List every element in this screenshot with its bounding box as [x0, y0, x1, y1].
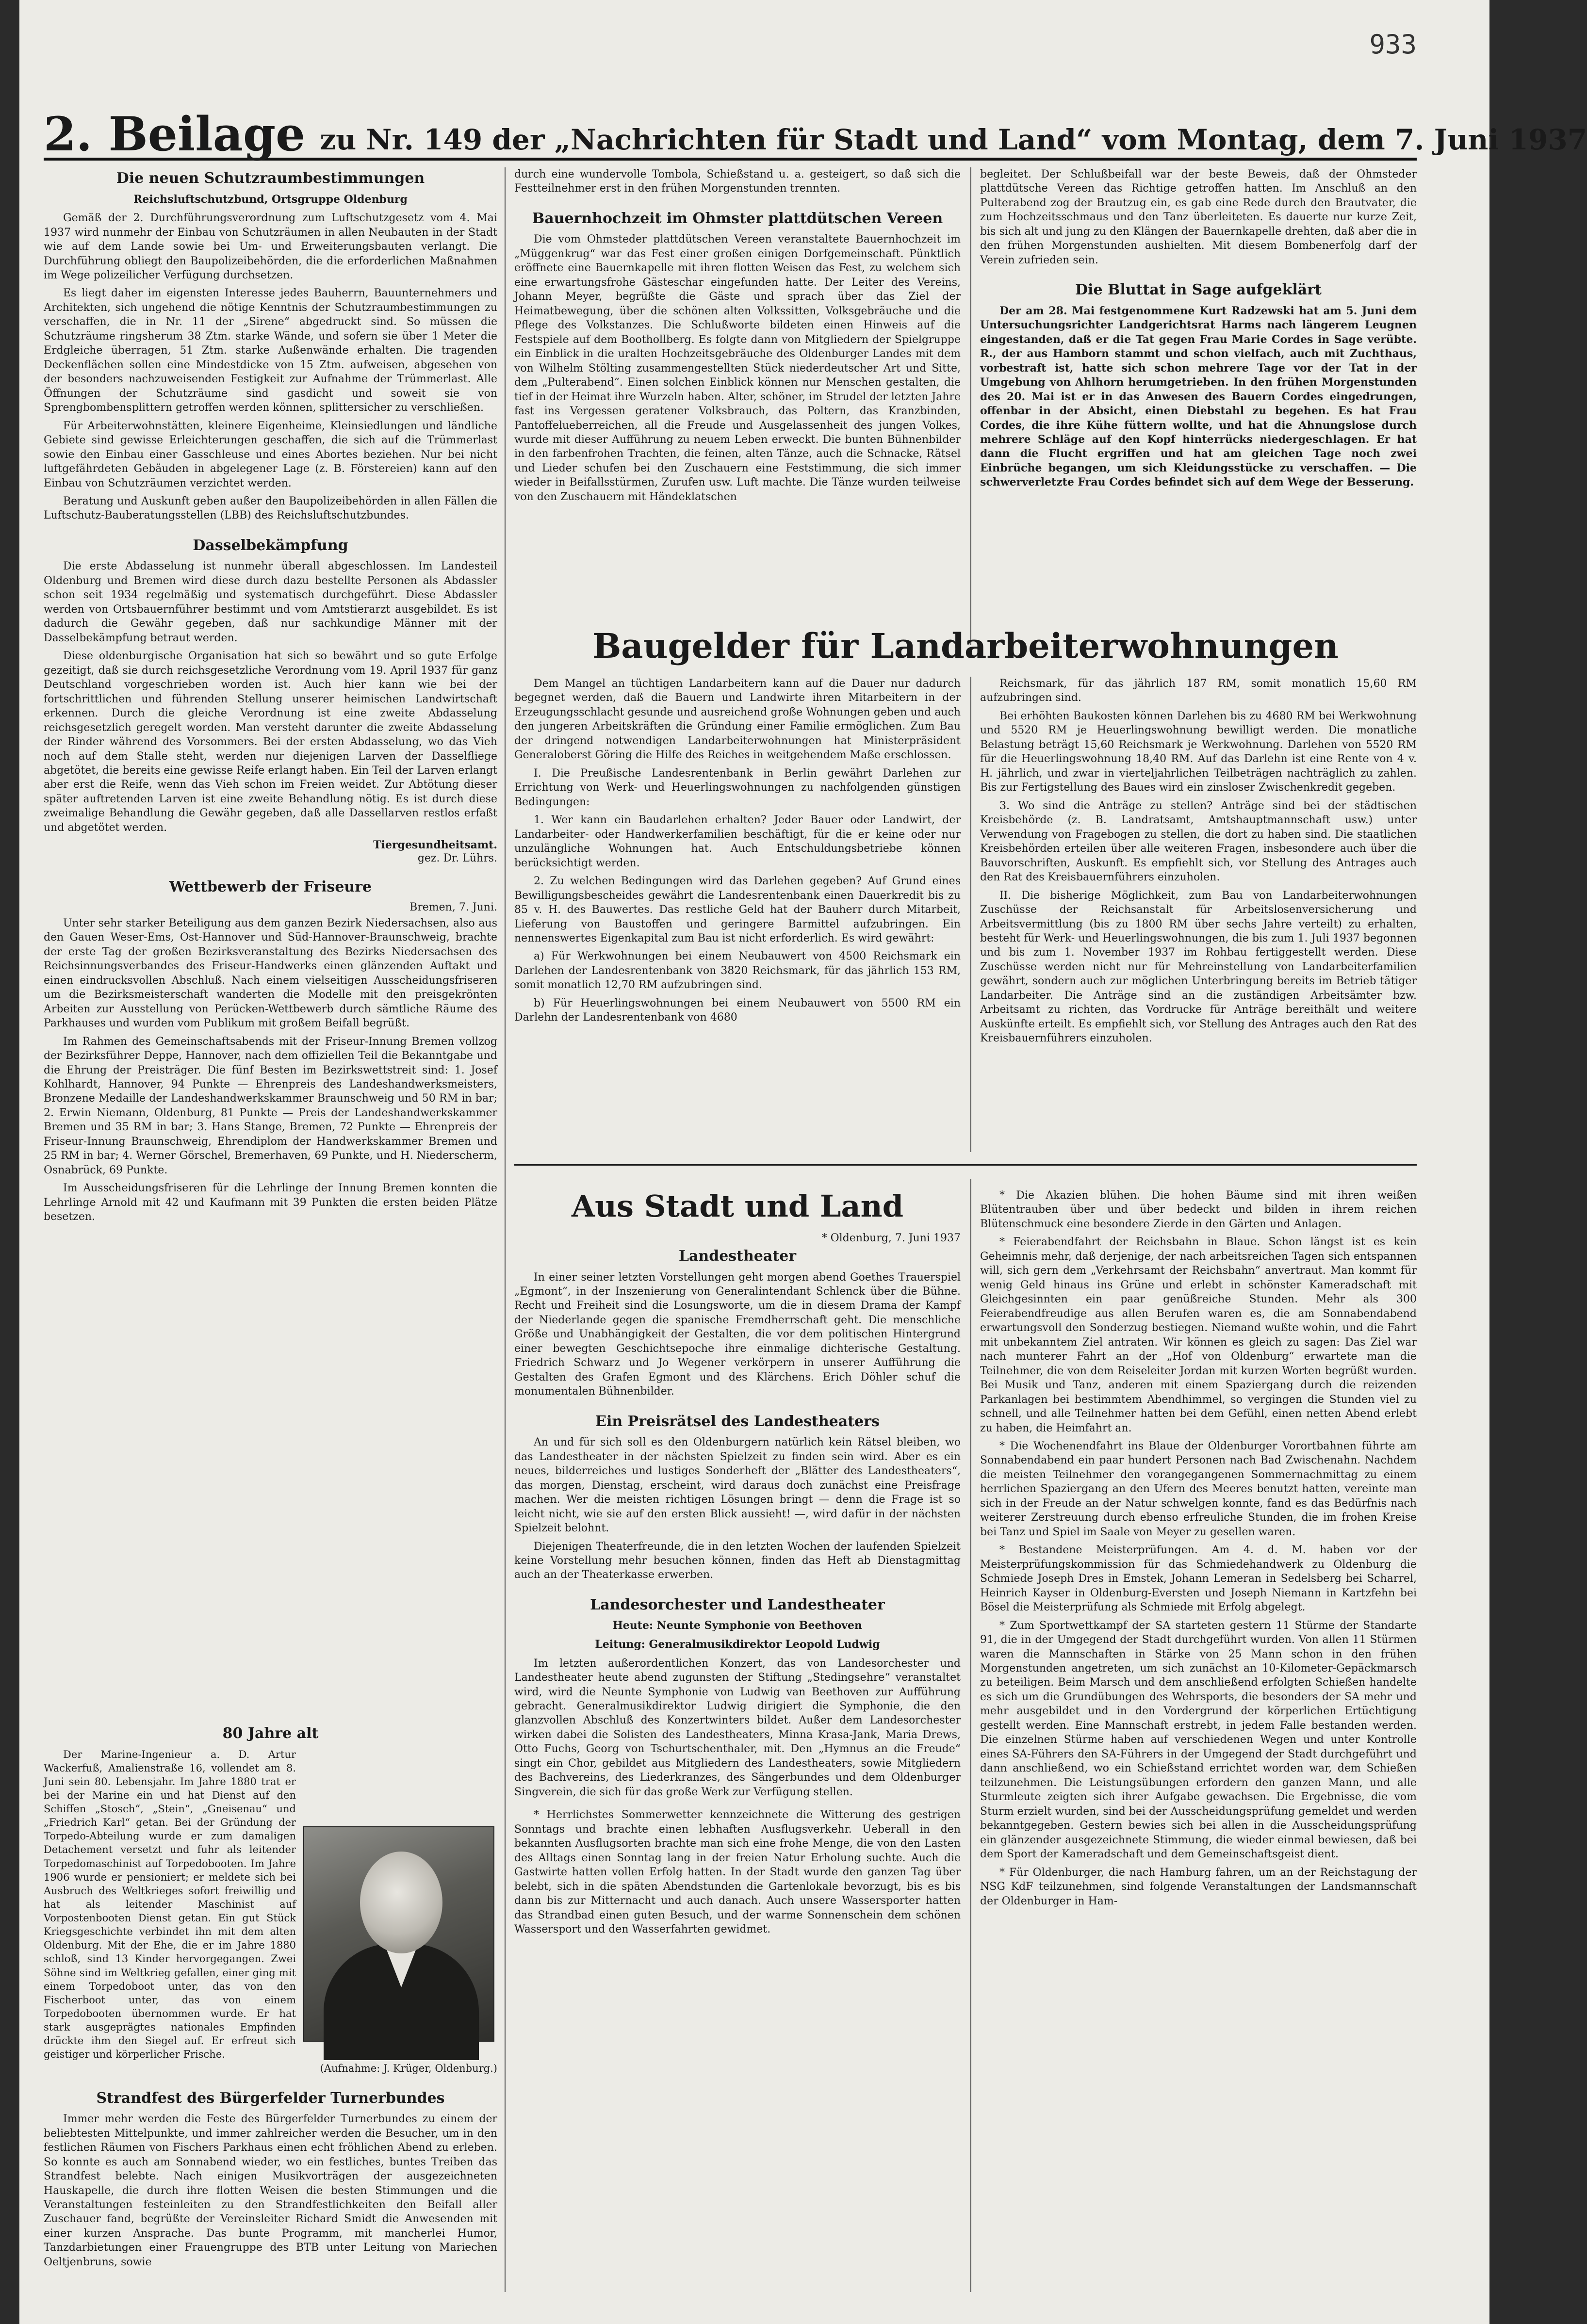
local-news-para: * Die Wochenendfahrt ins Blaue der Oldenburger Vorortbahnen führte am Sonnabendabend ein paar hundert Personen nach Bad Zwischenahn. Nachdem die meisten Teilnehmer den vorangegangenen Sommernachmittag zu einem herrlichen Spaziergang an den Ufern des Meeres benutzt hatten, vereinte man sich in der Freude an der Natur schwelgen konnte, fand es das Bedürfnis nach weiterer Zerstreuung durch ebenso erfreuliche Stunden, die im frohen Kreise bei Tanz und Spiel im Saale von Meyer zu gesellen waren.: [980, 1440, 1417, 1538]
bauern-para: Die vom Ohmsteder plattdütschen Vereen veranstaltete Bauernhochzeit im „Müggenkrug“ war das Fest einer großen einigen Dorfgemeinschaft. Pünktlich eröffnete eine Bauernkapelle mit ihren flotten Weisen das Fest, zu welchem sich eine erwartungsfrohe Gästeschar eingefunden hatte. Der Leiter des Vereins, Johann Meyer, begrüßte die Gäste und sprach über das Ziel der Heimatbewegung, über die schönen alten Volkssitten, Volksgebräuche und die Pflege des Volkstanzes. Die Schlußworte bildeten einen Hinweis auf die Festspiele auf dem Boothollberg. Es folgte dann von Mitgliedern der Spielgruppe ein Einblick in die uralten Hochzeitsgebräuche des Oldenburger Landes mit dem von Wilhelm Stölting zusammengestellten Stück niederdeutscher Art und Sitte, dem „Pulterabend“. Einen solchen Einblick können nur Menschen gestalten, die tief in der Heimat ihre Wurzeln haben. Alter, schöner, im Strudel der letzten Jahre fast ins Vergessen geratener Volksbrauch, das Poltern, das Kranzbinden, Pantoffelueberreichen, all die Freude und Ausgelassenheit des jungen Volkes, wurde mit dieser Aufführung zu neuem Leben erweckt. Die bunten Bühnenbilder in den farbenfrohen Trachten, die feinen, alten Tänze, auch die Schnacke, Rätsel und Lieder schufen bei den Zuschauern eine Feststimmung, die sich immer wieder in Beifallsstürmen, Zurufen usw. Luft machte. Die Tänze wurden teilweise von den Zuschauern mit Händeklatschen: [514, 233, 961, 503]
page-number: 933: [1369, 29, 1417, 60]
dassel-signature: Tiergesundheitsamt.: [373, 839, 497, 852]
sommerwetter-para: * Herrlichstes Sommerwetter kennzeichnete die Witterung des gestrigen Sonntags und brachte einen lebhaften Ausflugsverkehr. Ueberall in den bekannten Ausflugsorten brachte man sich eine frohe Menge, die von den Lasten des Alltags einen Sonntag lang in der freien Natur Erholung suchte. Auch die Gastwirte hatten vollen Erfolg hatten. In der Stadt wurde den ganzen Tag über belebt, sich in die späten Abendstunden die Gartenlokale bevorzugt, bis es bis dann bis zur Mitternacht und auch danach. Auch unsere Wassersporter hatten das Strandbad einen guten Besuch, und der warme Sonnenschein dem schönen Wassersport und den Wasserfahrten gewidmet.: [514, 1809, 961, 1936]
local-news-para: * Die Akazien blühen. Die hohen Bäume sind mit ihren weißen Blütentrauben über und über bedeckt und bilden in ihrem reichen Blütenschmuck eine besondere Zierde in den Gärten und Anlagen.: [980, 1189, 1417, 1230]
preisraetsel-para: Diejenigen Theaterfreunde, die in den letzten Wochen der laufenden Spielzeit keine Vorstellung mehr besuchen können, finden das Heft ab Dienstagmittag auch an der Theaterkasse erwerben.: [514, 1540, 961, 1581]
landarbeiter-para: b) Für Heuerlingswohnungen bei einem Neubauwert von 5500 RM ein Darlehn der Landesrentenbank von 4680: [514, 997, 961, 1024]
friseure-dateline: Bremen, 7. Juni.: [409, 901, 497, 913]
friseure-para: Unter sehr starker Beteiligung aus dem ganzen Bezirk Niedersachsen, also aus den Gauen Weser-Ems, Ost-Hannover und Süd-Hannover-Braunschweig, brachte der erste Tag der großen Bezirksveranstaltung des Bezirks Niedersachsen des Reichsinnungsverbandes des Friseur-Handwerks einen glänzenden Auftakt und einen eindrucksvollen Abschluß. Nach einem vielseitigen Ausscheidungsfriseren um die Bezirksmeisterschaft wanderten die Modelle mit den preisgekrönten Arbeiten zur Ausstellung von Perücken-Wettbewerb durch sämtliche Räume des Parkhauses und wurden vom Publikum mit großem Beifall begrüßt.: [44, 917, 497, 1030]
column-2: [514, 167, 961, 645]
landarbeiter-para: I. Die Preußische Landesrentenbank in Berlin gewährt Darlehen zur Errichtung von Werk- und Heuerlingswohnungen zu nachfolgenden günstigen Bedingungen:: [514, 767, 961, 808]
dassel-para: Die erste Abdasselung ist nunmehr überall abgeschlossen. Im Landesteil Oldenburg und Bremen wird diese durch dazu bestellte Personen als Abdassler schon seit 1934 regelmäßig und systematisch durchgeführt. Diese Abdassler werden von Ortsbauernführer bestimmt und vom Amtstierarzt ausgebildet. Es ist dadurch die Gewähr gegeben, daß nur sachkundige Männer mit der Dasselbekämpfung betraut werden.: [44, 560, 497, 644]
landarbeiter-headline: Baugelder für Landarbeiterwohnungen: [592, 626, 1339, 666]
orchester-subhead: Heute: Neunte Symphonie von Beethoven: [613, 1619, 862, 1632]
landarbeiter-para: Bei erhöhten Baukosten können Darlehen bis zu 4680 RM bei Werkwohnung und 5520 RM je Heuerlingswohnung bewilligt werden. Die monatliche Belastung beträgt 15,60 Reichsmark je Werkwohnung. Darlehen von 5520 RM für die Heuerlingswohnung 18,40 RM. Auf das Darlehn ist eine Rente von 4 v. H. jährlich, und zwar in vierteljahrlichen Teilbeträgen nachträglich zu zahlen. Bis zur Fertigstellung des Baues wird ein zinsloser Zwischenkredit gegeben.: [980, 710, 1417, 794]
dassel-signature-name: gez. Dr. Lührs.: [417, 852, 497, 865]
newspaper-page: [19, 0, 1587, 2324]
landarbeiter-para: 2. Zu welchen Bedingungen wird das Darlehen gegeben? Auf Grund eines Bewilligungsbescheides gewährt die Landesrentenbank einen Dauerkredit bis zu 85 v. H. des Bauwertes. Das restliche Geld hat der Bauherr durch Mitarbeit, Lieferung von Baustoffen und geringere Barmittel aufzubringen. Ein nennenswertes Eigenkapital zum Bau ist nicht erforderlich. Es wird gewährt:: [514, 875, 961, 944]
dassel-para: Diese oldenburgische Organisation hat sich so bewährt und so gute Erfolge gezeitigt, daß sie durch reichsgesetzliche Verordnung vom 19. April 1937 für ganz Deutschland vorgeschrieben worden ist. Auch hier kann wie bei der fortschrittlichen und führenden Stellung unserer heimischen Landwirtschaft erkennen. Durch die gleiche Verordnung ist eine zweite Abdasselung reichsgesetzlich geregelt worden. Man versteht darunter die zweite Abdasselung der Rinder während des Vorsommers. Bei der ersten Abdasselung, wo das Vieh noch auf dem Stalle steht, werden nur diejenigen Larven der Dasselfliege abgetötet, die bereits eine gewisse Reife erlangt haben. Ein Teil der Larven erlangt aber erst die Reife, wenn das Vieh schon im Freien weidet. Zur Abtötung dieser später auftretenden Larven ist eine zweite Behandlung nötig. Es ist durch diese zweimalige Behandlung die Gewähr gegeben, daß alle Dassellarven restlos erfaßt und abgetötet werden.: [44, 650, 497, 834]
orchester-para: Im letzten außerordentlichen Konzert, das von Landesorchester und Landestheater heute abend zugunsten der Stiftung „Stedingsehre“ veranstaltet wird, wird die Neunte Symphonie von Ludwig van Beethoven zur Aufführung gebracht. Generalmusikdirektor Ludwig dirigiert die Symphonie, die den glanzvollen Abschluß des Konzertwinters bildet. Außer dem Landesorchester wirken dabei die Solisten des Landestheaters, Minna Krasa-Jank, Maria Drews, Otto Fuchs, Georg von Tschurtschenthaler, mit. Den „Hymnus an die Freude“ singt ein Chor, gebildet aus Mitgliedern des Landestheaters, sowie Mitgliedern des Bachvereins, des Liederkranzes, des Sängerbundes und dem Oldenburger Singverein, die sich für das große Werk zur Verfügung stellen.: [514, 1657, 961, 1798]
schutz-para: Gemäß der 2. Durchführungsverordnung zum Luftschutzgesetz vom 4. Mai 1937 wird nunmehr der Einbau von Schutzräumen in allen Neubauten in der Stadt wie auf dem Lande sowie bei Um- und Erweiterungsbauten verlangt. Die Durchführung obliegt den Baupolizeibehörden, die die erforderlichen Maßnahmen im Wege polizeilicher Verfügung durchsetzen.: [44, 212, 497, 281]
landarbeiter-para: 3. Wo sind die Anträge zu stellen? Anträge sind bei der städtischen Kreisbehörde (z. B. Landratsamt, Amtshauptmannschaft usw.) unter Verwendung von Fragebogen zu stellen, die dort zu haben sind. Die staatlichen Kreisbehörden erteilen über alle weiteren Fragen, insbesondere auch über die Bauvorschriften, Auskunft. Es empfiehlt sich, vor Stellung des Antrages auch den Rat des Kreisbauernführers einzuholen.: [980, 799, 1417, 884]
schutz-para: Beratung und Auskunft geben außer den Baupolizeibehörden in allen Fällen die Luftschutz-Bauberatungsstellen (LBB) des Reichsluftschutzbundes.: [44, 495, 497, 522]
schutz-headline: Die neuen Schutzraumbestimmungen: [116, 170, 425, 187]
column-divider: [505, 167, 506, 2292]
col3-lead-para: begleitet. Der Schlußbeifall war der beste Beweis, daß der Ohmsteder plattdütsche Vereen das Richtige getroffen hatten. Im Anschluß an den Pulterabend zog der Brautzug ein, es gab eine Rede durch den Brautvater, die zum Hochzeitsschmaus und den Tanz überleiteten. Es dauerte nur kurze Zeit, bis sich alt und jung zu den Klängen der Bauernkapelle drehten, daß aber die in den frühen Morgenstunden aushielten. Mit diesem Bombenerfolg darf der Verein zufrieden sein.: [980, 168, 1417, 266]
strand-headline: Strandfest des Bürgerfelder Turnerbundes: [96, 2089, 445, 2107]
portrait-photo: [303, 1826, 494, 2042]
achtzig-para: Der Marine-Ingenieur a. D. Artur Wackerfuß, Amalienstraße 16, vollendet am 8. Juni sein 80. Lebensjahr. Im Jahre 1880 trat er bei der Marine ein und hat Dienst auf den Schiffen „Stosch“, „Stein“, „Gneisenau“ und „Friedrich Karl“ getan. Bei der Gründung der Torpedo-Abteilung wurde er zum damaligen Detachement versetzt und fuhr als leitender Torpedomaschinist auf Torpedobooten. Im Jahre 1906 wurde er pensioniert; er meldete sich bei Ausbruch des Weltkrieges sofort freiwillig und hat als leitender Maschinist auf Vorpostenbooten Dienst getan. Ein gut Stück Kriegsgeschichte verbindet ihn mit dem alten Oldenburg. Mit der Ehe, die er im Jahre 1880 schloß, sind 13 Kinder hervorgegangen. Zwei Söhne sind im Weltkrieg gefallen, einer ging mit einem Torpedoboot unter, das von den Fischerboot unter, das von einem Torpedobooten übernommen wurde. Er hat stark ausgeprägtes nationales Empfinden drückte ihm den Siegel auf. Er erfreut sich geistiger und körperlicher Frische.: [44, 1748, 296, 2061]
landarbeiter-left: [514, 677, 961, 1152]
col2-lead-para: durch eine wundervolle Tombola, Schießstand u. a. gesteigert, so daß sich die Festteilnehmer erst in den frühen Morgenstunden trennten.: [514, 168, 961, 195]
local-news-para: * Zum Sportwettkampf der SA starteten gestern 11 Stürme der Standarte 91, die in der Umgegend der Stadt durchgeführt wurden. Von allen 11 Stürmen waren die Mannschaften in Stärke von 25 Mann schon in den frühen Morgenstunden angetreten, um sich zunächst an 10-Kilometer-Gepäckmarsch zu beteiligen. Beim Marsch und dem anschließend erfolgten Schießen handelte es sich um die Grundübungen des Wehrsports, die besonders der SA mehr und mehr ausgebildet und in den Vordergrund der körperlichen Ertüchtigung gestellt werden. Eine Mannschaft erstrebt, in jedem Falle bestanden werden. Die einzelnen Stürme haben auf verschiedenen Wegen und unter Kontrolle eines SA-Führers den SA-Führers in der Umgegend der Stadt durchgeführt und dann anschließend, wo ein Schießstand errichtet worden war, dem Schießen teilzunehmen. Die Leistungsübungen erfordern den ganzen Mann, und alle Sturmleute zeigten sich ihrer Aufgabe gewachsen. Die Ergebnisse, die vom Sturm erzielt wurden, sind bei der Ausscheidungsprüfung gemeldet und werden bekanntgegeben. Gestern bewies sich bei allen in die Ausscheidungsprüfung ein glänzender ausgezeichnete Stimmung, die wieder einmal bewiesen, daß bei dem Sport der Kameradschaft und dem Gemeinschaftsgeist dient.: [980, 1619, 1417, 1861]
section-rule: [514, 1164, 1417, 1166]
column-3-lower: [980, 1188, 1417, 2292]
aus-stadt-dateline: * Oldenburg, 7. Juni 1937: [821, 1232, 961, 1244]
column-1: [44, 167, 497, 1807]
bauern-headline: Bauernhochzeit im Ohmster plattdütschen Vereen: [532, 210, 943, 227]
local-news-para: * Für Oldenburger, die nach Hamburg fahren, um an der Reichstagung der NSG KdF teilzunehmen, sind folgende Veranstaltungen der Landsmannschaft der Oldenburger in Ham-: [980, 1866, 1417, 1907]
landarbeiter-para: Reichsmark, für das jährlich 187 RM, somit monatlich 15,60 RM aufzubringen sind.: [980, 678, 1417, 704]
landarbeiter-para: a) Für Werkwohnungen bei einem Neubauwert von 4500 Reichsmark ein Darlehen der Landesrentenbank von 3820 Reichsmark, für das jährlich 153 RM, somit monatlich 12,70 RM aufzubringen sind.: [514, 950, 961, 991]
schutz-para: Es liegt daher im eigensten Interesse jedes Bauherrn, Bauunternehmers und Architekten, sich ungehend die nötige Kenntnis der Schutzraumbestimmungen zu verschaffen, die in Nr. 11 der „Sirene“ abgedruckt sind. So müssen die Schutzräume ringsherum 38 Ztm. starke Wände, und sofern sie über 1 Meter die Erdgleiche überragen, 51 Ztm. starke Außenwände erhalten. Die tragenden Deckenflächen sollen eine Mindestdicke von 15 Ztm. aufweisen, abgesehen von der besonders nachzuweisenden Festigkeit zur Aufnahme der Trümmerlast. Alle Öffnungen der Schutzräume sind gasdicht und soweit sie von Sprengbombensplittern getroffen werden können, splittersicher zu verschließen.: [44, 287, 497, 414]
column-divider: [970, 167, 971, 645]
aus-stadt-headline: Aus Stadt und Land: [571, 1188, 904, 1224]
column-3: [980, 167, 1417, 645]
landarbeiter-para: Dem Mangel an tüchtigen Landarbeitern kann auf die Dauer nur dadurch begegnet werden, daß die Bauern und Landwirte ihren Mitarbeitern in der Erzeugungsschlacht gesunde und ausreichend große Wohnungen geben und auch den jungeren Arbeitskräften die Gründung einer Familie ermöglichen. Zum Bau der dringend notwendigen Landarbeiterwohnungen hat Ministerpräsident Generaloberst Göring die Hilfe des Reiches in weitgehendem Maße erschlossen.: [514, 678, 961, 762]
dassel-headline: Dasselbekämpfung: [193, 536, 348, 554]
masthead: [44, 99, 1587, 162]
masthead-beilage: 2. Beilage: [44, 107, 306, 162]
achtzig-headline: 80 Jahre alt: [222, 1725, 319, 1742]
column-divider: [970, 677, 971, 1152]
landestheater-para: In einer seiner letzten Vorstellungen geht morgen abend Goethes Trauerspiel „Egmont“, in der Inszenierung von Generalintendant Schlenck über die Bühne. Recht und Freiheit sind die Losungsworte, um die in diesem Drama der Kampf der Niederlande gegen die spanische Fremdherrschaft geht. Die menschliche Größe und Unabhängigkeit der Gestalten, die vor dem politischen Hintergrund einer bewegten Geschichtsepoche ihre einmalige dichterische Gestaltung. Friedrich Schwarz und Jo Wegener verkörpern in unserer Aufführung die Gestalten des Grafen Egmont und des Klärchens. Erich Döhler schuf die monumentalen Bühnenbilder.: [514, 1271, 961, 1398]
friseure-headline: Wettbewerb der Friseure: [169, 878, 372, 896]
landarbeiter-para: 1. Wer kann ein Baudarlehen erhalten? Jeder Bauer oder Landwirt, der Landarbeiter- oder Handwerkerfamilien beschäftigt, für die er keine oder nur unzulängliche Wohnungen hat. Auch Entschuldungsbetriebe können berücksichtigt werden.: [514, 814, 961, 869]
masthead-text: zu Nr. 149 der „Nachrichten für Stadt und Land“ vom Montag, dem 7. Juni 1937: [320, 123, 1587, 156]
landarbeiter-para: II. Die bisherige Möglichkeit, zum Bau von Landarbeiterwohnungen Zuschüsse der Reichsanstalt für Arbeitslosenversicherung und Arbeitsvermittlung (bis zu 1800 RM über sechs Jahre verteilt) zu erhalten, besteht für Werk- und Heuerlingswohnungen, die bis zum 1. Juli 1937 begonnen und bis zum 1. November 1937 im Rohbau fertiggestellt werden. Diese Zuschüsse werden nicht nur für Mehreinstellung von Landarbeiterfamilien gewährt, sondern auch zur möglichen Unterbringung bereits im Betrieb tätiger Landarbeiter. Die Anträge sind an die zuständigen Arbeitsämter bzw. Arbeitsamt zu richten, das Vordrucke für Anträge bereithält und weitere Auskünfte erteilt. Es empfiehlt sich, vor Stellung des Antrages auch den Rat des Kreisbauernführers einzuholen.: [980, 889, 1417, 1045]
column-divider: [970, 1179, 971, 2292]
aus-stadt-column: [514, 1232, 961, 2292]
local-news-para: * Feierabendfahrt der Reichsbahn in Blaue. Schon längst ist es kein Geheimnis mehr, daß derjenige, der nach arbeitsreichen Tagen sich entspannen will, sich gern dem „Verkehrsamt der Reichsbahn“ anvertraut. Man kommt für wenig Geld hinaus ins Grüne und erlebt in schönster Kameradschaft mit Gleichgesinnten ein paar genüßreiche Stunden. Mehr als 300 Feierabendfreudige aus allen Berufen waren es, die am Sonnabendabend erwartungsvoll den Sonderzug bestiegen. Niemand wußte wohin, und die Fahrt mit unbekanntem Ziel antraten. Wir können es gleich zu sagen: Das Ziel war nach munterer Fahrt an der „Hof von Oldenburg“ erwartete man die Teilnehmer, die von dem Reiseleiter Jordan mit kurzen Worten begrüßt wurden. Bei Musik und Tanz, anderen mit einem Spaziergang durch die reizenden Parkanlagen bei bestimmtem Abendhimmel, so vergingen die Stunden viel zu schnell, und alle Teilnehmer hatten bei dem Gefühl, einen netten Abend erlebt zu haben, die Heimfahrt an.: [980, 1236, 1417, 1434]
schutz-para: Für Arbeiterwohnstätten, kleinere Eigenheime, Kleinsiedlungen und ländliche Gebiete sind gewisse Erleichterungen geschaffen, die sich auf die Trümmerlast sowie den Einbau einer Gasschleuse und eines Abortes beziehen. Nur bei nicht luftgefährdeten Gebäuden in abgelegener Lage (z. B. Förstereien) kann auf den Einbau von Schutzräumen verzichtet werden.: [44, 420, 497, 489]
preisraetsel-para: An und für sich soll es den Oldenburgern natürlich kein Rätsel bleiben, wo das Landestheater in der nächsten Spielzeit zu finden sein wird. Aber es ein neues, bilderreiches und lustiges Sonderheft der „Blätter des Landestheaters“, das morgen, Dienstag, erscheint, wird daraus doch zunächst eine Preisfrage machen. Wer die meisten richtigen Lösungen bringt — denn die Frage ist so leicht nicht, wie sie auf den ersten Blick aussieht! —, wird dafür in der nächsten Spielzeit belohnt.: [514, 1436, 961, 1535]
bluttat-para: Der am 28. Mai festgenommene Kurt Radzewski hat am 5. Juni dem Untersuchungsrichter Landgerichtsrat Harms nach längerem Leugnen eingestanden, daß er die Tat gegen Frau Marie Cordes in Sage verübte. R., der aus Hamborn stammt und schon vielfach, auch mit Zuchthaus, vorbestraft ist, hatte sich schon mehrere Tage vor der Tat in der Umgebung von Ahlhorn herumgetrieben. In den frühen Morgenstunden des 20. Mai ist er in das Anwesen des Bauern Cordes eingedrungen, offenbar in der Absicht, einen Diebstahl zu begehen. Es hat Frau Cordes, die ihre Kühe füttern wollte, und hat die Ahnungslose durch mehrere Schläge auf den Kopf hinterrücks niedergeschlagen. Er hat dann die Flucht ergriffen und hat am gleichen Tage noch zwei Einbrüche begangen, um sich Kleidungsstücke zu verschaffen. — Die schwerverletzte Frau Cordes befindet sich auf dem Wege der Besserung.: [980, 304, 1417, 489]
local-news-para: * Bestandene Meisterprüfungen. Am 4. d. M. haben vor der Meisterprüfungskommission für das Schmiedehandwerk zu Oldenburg die Schmiede Joseph Dres in Emstek, Johann Lemeran in Sedelsberg bei Scharrel, Heinrich Kayser in Oldenburg-Eversten und Joseph Niemann in Kartzfehn bei Bösel die Meisterprüfung als Schmiede mit Erfolg abgelegt.: [980, 1544, 1417, 1614]
friseure-para: Im Rahmen des Gemeinschaftsabends mit der Friseur-Innung Bremen vollzog der Bezirksführer Deppe, Hannover, nach dem offiziellen Teil die Bekanntgabe und die Ehrung der Preisträger. Die fünf Besten im Bezirkswettstreit sind: 1. Josef Kohlhardt, Hannover, 94 Punkte — Ehrenpreis des Landeshandwerksmeisters, Bronzene Medaille der Landeshandwerkskammer Braunschweig und 50 RM in bar; 2. Erwin Niemann, Oldenburg, 81 Punkte — Preis der Landeshandwerkskammer Bremen und 35 RM in bar; 3. Hans Stange, Bremen, 72 Punkte — Ehrenpreis der Friseur-Innung Braunschweig, Ehrendiplom der Handwerkskammer Bremen und 25 RM in bar; 4. Werner Görschel, Bremerhaven, 69 Punkte, und H. Niederscherm, Osnabrück, 69 Punkte.: [44, 1035, 497, 1176]
photo-credit: (Aufnahme: J. Krüger, Oldenburg.): [320, 2063, 497, 2075]
orchester-headline: Landesorchester und Landestheater: [590, 1596, 885, 1613]
bluttat-headline: Die Bluttat in Sage aufgeklärt: [1075, 281, 1322, 299]
landestheater-headline: Landestheater: [678, 1248, 797, 1265]
strand-para: Immer mehr werden die Feste des Bürgerfelder Turnerbundes zu einem der beliebtesten Mittelpunkte, und immer zahlreicher werden die Besucher, um in den festlichen Räumen von Fischers Parkhaus einen echt fröhlichen Abend zu erleben. So konnte es auch am Sonnabend wieder, wo ein festliches, buntes Treiben das Strandfest belebte. Nach einigen Musikvorträgen der ausgezeichneten Hauskapelle, die durch ihre flotten Weisen die besten Stimmungen und die Veranstaltungen festeinleiten zu den Strandfestlichkeiten den Beifall aller Zuschauer fand, begrüßte der Vereinsleiter Richard Smidt die Anwesenden mit einer kurzen Ansprache. Das bunte Programm, mit mancherlei Humor, Tanzdarbietungen einer Frauengruppe des BTB unter Leitung von Mariechen Oeltjenbruns, sowie: [44, 2113, 497, 2268]
preisraetsel-headline: Ein Preisrätsel des Landestheaters: [595, 1413, 880, 1430]
schutz-subhead: Reichsluftschutzbund, Ortsgruppe Oldenburg: [133, 193, 408, 206]
friseure-para: Im Ausscheidungsfriseren für die Lehrlinge der Innung Bremen konnten die Lehrlinge Arnold mit 42 und Kaufmann mit 39 Punkten die ersten beiden Plätze besetzen.: [44, 1182, 497, 1223]
landarbeiter-right: [980, 677, 1417, 1152]
orchester-subhead: Leitung: Generalmusikdirektor Leopold Ludwig: [595, 1638, 880, 1651]
